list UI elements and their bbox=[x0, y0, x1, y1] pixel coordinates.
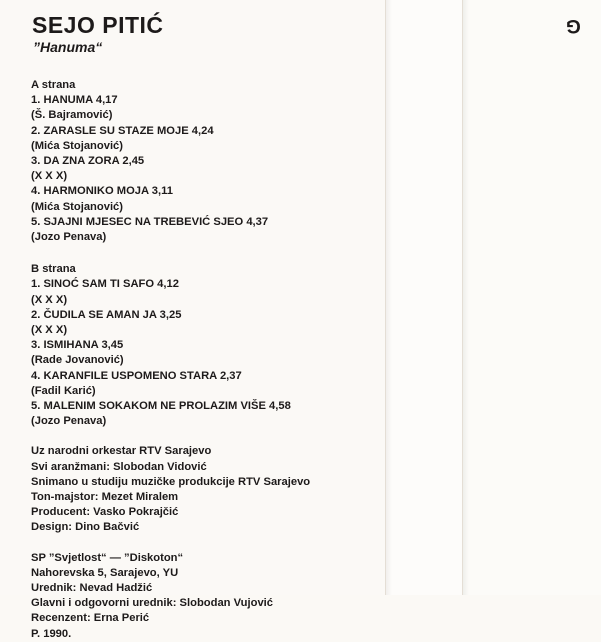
spacer bbox=[31, 429, 381, 444]
tracklist bbox=[31, 78, 381, 642]
track-title: 4. HARMONIKO MOJA 3,11 bbox=[31, 185, 173, 198]
publisher-line: SP ”Svjetlost“ — ”Diskoton“ bbox=[31, 551, 184, 564]
track-credit: (Rade Jovanović) bbox=[31, 354, 124, 367]
publisher-line: Glavni i odgovorni urednik: Slobodan Vujović bbox=[31, 597, 274, 610]
track-item bbox=[31, 124, 381, 154]
track-credit: (Jozo Penava) bbox=[31, 415, 107, 428]
artist-name: SEJO PITIĆ bbox=[32, 12, 164, 38]
flap-marker: G bbox=[566, 15, 581, 36]
credit-line: Svi aranžmani: Slobodan Vidović bbox=[31, 460, 207, 473]
track-title: 1. HANUMA 4,17 bbox=[31, 94, 118, 107]
publisher-line: Recenzent: Erna Perić bbox=[31, 612, 150, 625]
track-title: 4. KARANFILE USPOMENO STARA 2,37 bbox=[31, 369, 242, 382]
publisher-line: P. 1990. bbox=[31, 627, 72, 640]
side-b-tracks bbox=[31, 277, 381, 429]
side-a-tracks bbox=[31, 93, 381, 245]
track-item bbox=[31, 154, 381, 184]
track-credit: (Mića Stojanović) bbox=[31, 139, 124, 152]
publisher-info bbox=[31, 551, 381, 642]
inlay-flap-panel bbox=[462, 0, 601, 595]
track-credit: (X X X) bbox=[31, 324, 68, 337]
credit-line: Ton-majstor: Mezet Miralem bbox=[31, 491, 179, 504]
track-credit: (Jozo Penava) bbox=[31, 231, 107, 244]
credit-line: Design: Dino Bačvić bbox=[31, 521, 140, 534]
credit-line: Snimano u studiju muzičke produkcije RTV Sarajevo bbox=[31, 475, 311, 488]
track-item bbox=[31, 399, 381, 429]
track-item bbox=[31, 215, 381, 245]
publisher-line: Nahorevska 5, Sarajevo, YU bbox=[31, 566, 179, 579]
fold-line bbox=[463, 0, 469, 595]
track-title: 2. ČUDILA SE AMAN JA 3,25 bbox=[31, 308, 182, 321]
track-title: 2. ZARASLE SU STAZE MOJE 4,24 bbox=[31, 124, 214, 137]
track-credit: (Fadil Karić) bbox=[31, 384, 96, 397]
track-item bbox=[31, 338, 381, 368]
track-title: 5. MALENIM SOKAKOM NE PROLAZIM VIŠE 4,58 bbox=[31, 400, 291, 413]
spacer bbox=[31, 536, 381, 551]
production-credits bbox=[31, 444, 381, 535]
track-title: 1. SINOĆ SAM TI SAFO 4,12 bbox=[31, 278, 179, 291]
track-item bbox=[31, 184, 381, 214]
track-credit: (X X X) bbox=[31, 293, 68, 306]
track-item bbox=[31, 93, 381, 123]
publisher-line: Urednik: Nevad Hadžić bbox=[31, 582, 153, 595]
side-a-title: A strana bbox=[31, 79, 76, 91]
inlay-spine-panel bbox=[385, 0, 463, 595]
fold-line bbox=[386, 0, 392, 595]
credit-line: Uz narodni orkestar RTV Sarajevo bbox=[31, 445, 212, 458]
album-title: ”Hanuma“ bbox=[33, 39, 103, 55]
spacer bbox=[31, 245, 381, 262]
track-item bbox=[31, 308, 381, 338]
credit-line: Producent: Vasko Pokrajčić bbox=[31, 506, 179, 519]
track-credit: (Mića Stojanović) bbox=[31, 200, 124, 213]
side-b-title: B strana bbox=[31, 263, 76, 276]
track-credit: (X X X) bbox=[31, 170, 68, 183]
track-item bbox=[31, 277, 381, 307]
track-credit: (Š. Bajramović) bbox=[31, 109, 113, 122]
track-title: 5. SJAJNI MJESEC NA TREBEVIĆ SJEO 4,37 bbox=[31, 215, 269, 228]
track-title: 3. ISMIHANA 3,45 bbox=[31, 339, 124, 352]
track-title: 3. DA ZNA ZORA 2,45 bbox=[31, 155, 145, 167]
track-item bbox=[31, 369, 381, 399]
